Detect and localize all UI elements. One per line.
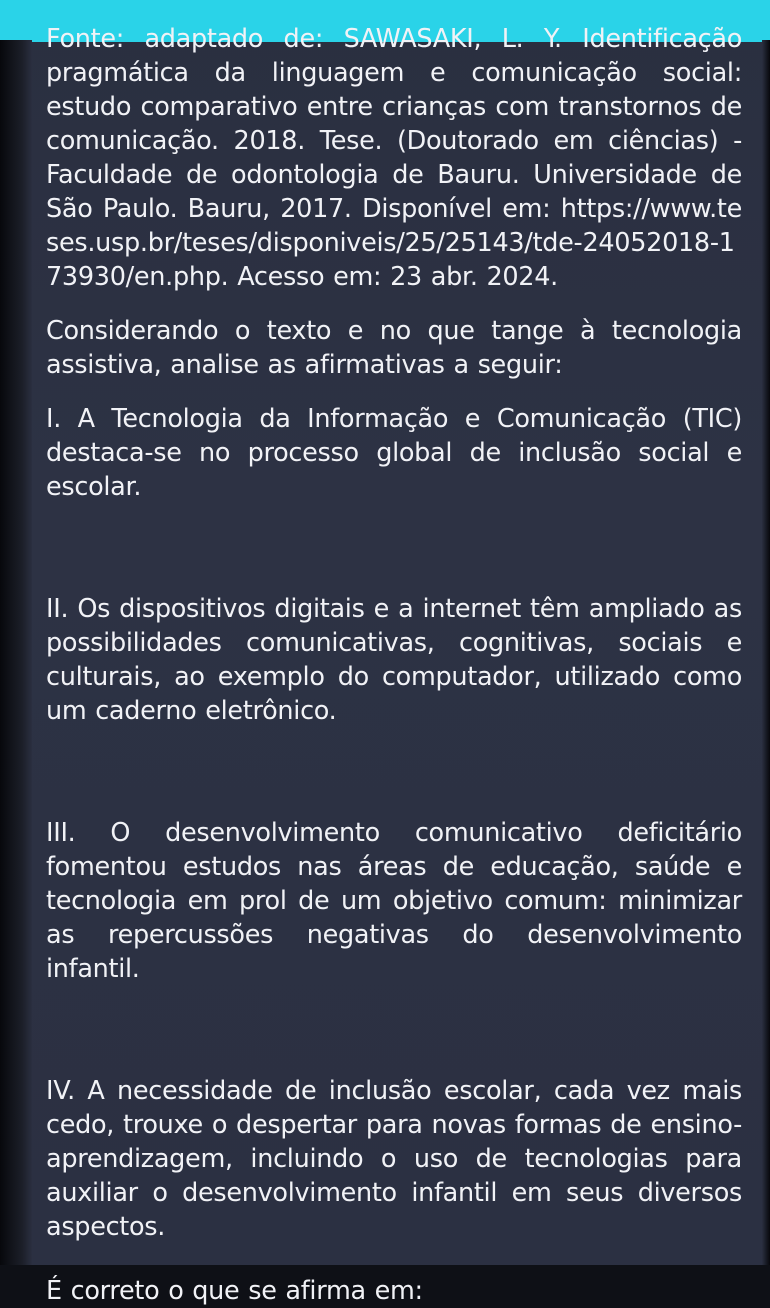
question-ask: É correto o que se afirma em:	[46, 1276, 423, 1306]
source-url[interactable]: https://www.teses.usp.br/teses/disponiveis/25/25143/tde-24052018-173930/en.php	[46, 194, 742, 292]
statement-iv: IV. A necessidade de inclusão escolar, cada vez mais cedo, trouxe o despertar para novas formas de ensino-aprendizagem, incluindo o uso de tecnologias para auxiliar o desenvolvimento infantil em seus diversos aspectos.	[46, 1076, 742, 1242]
statement-ii: II. Os dispositivos digitais e a internet têm ampliado as possibilidades comunicativas, cognitivas, sociais e culturais, ao exemplo do computador, utilizado como um caderno eletrônico.	[46, 594, 742, 726]
screen-edge-left	[0, 40, 32, 1265]
question-prompt: Considerando o texto e no que tange à tecnologia assistiva, analise as afirmativas a seguir:	[46, 316, 742, 380]
screen-edge-right	[762, 40, 770, 1265]
source-citation	[46, 22, 742, 294]
question-content	[46, 22, 742, 1308]
statement-i: I. A Tecnologia da Informação e Comunicação (TIC) destaca-se no processo global de inclusão social e escolar.	[46, 404, 742, 502]
source-citation-text: Fonte: adaptado de: SAWASAKI, L. Y. Identificação pragmática da linguagem e comunicação social: estudo comparativo entre crianças com transtornos de comunicação. 2018. Tese. (Doutorado em ciências) - Faculdade de odontologia de Bauru. Universidade de São Paulo. Bauru, 2017. Disponível em:	[46, 24, 742, 224]
source-access-date: . Acesso em: 23 abr. 2024.	[220, 262, 558, 292]
statement-iii: III. O desenvolvimento comunicativo deficitário fomentou estudos nas áreas de educação, saúde e tecnologia em prol de um objetivo comum: minimizar as repercussões negativas do desenvolvimento infantil.	[46, 818, 742, 984]
